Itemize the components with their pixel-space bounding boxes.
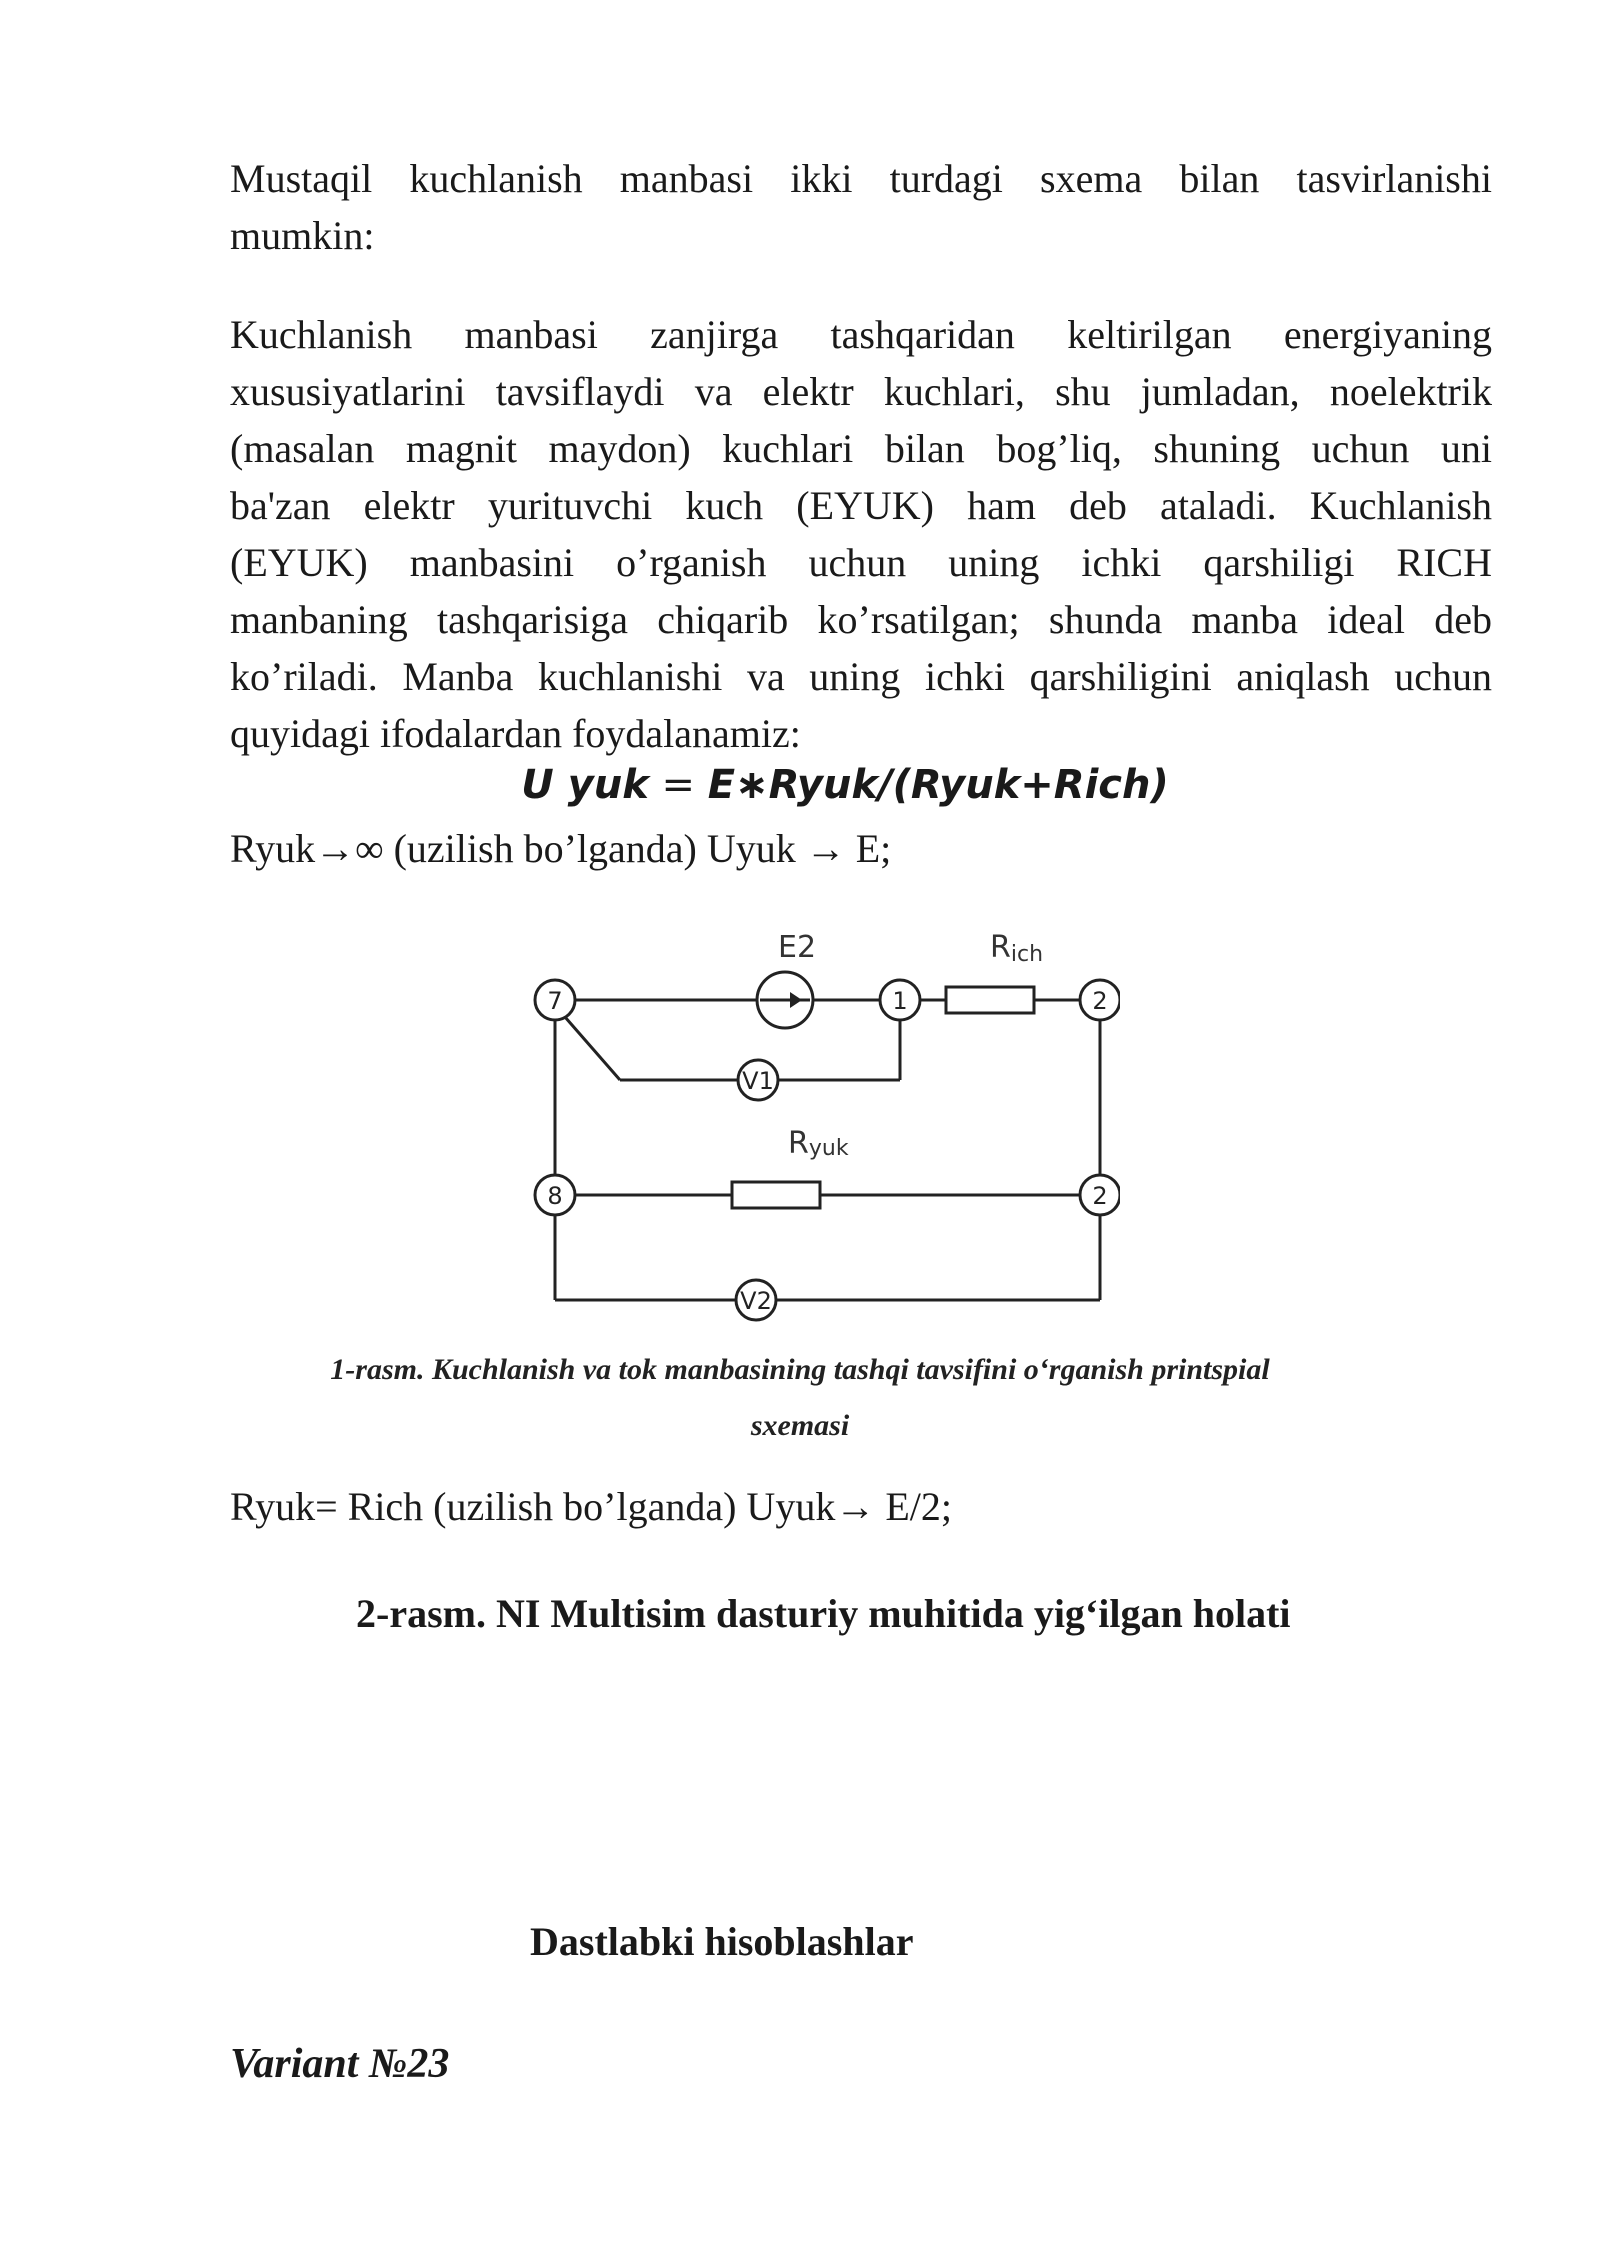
formula-rhs: E∗Ryuk/(Ryuk+Rich) [707, 762, 1169, 808]
intro-paragraph [230, 150, 1492, 264]
r-yuk-label-main: R [788, 1126, 809, 1161]
node-8 [535, 1175, 575, 1215]
body-line: (EYUK) manbasini o’rganish uchun uning ichki qarshiligi RICH [230, 540, 1492, 585]
r-yuk-resistor [732, 1182, 820, 1208]
voltmeter-v2 [736, 1280, 776, 1320]
voltage-source-e2 [757, 972, 813, 1028]
figure-1-caption-line-2: sxemasi [750, 1409, 850, 1442]
intro-line-1: Mustaqil kuchlanish manbasi ikki turdagi sxema bilan tasvirlanishi [230, 156, 1492, 201]
node-2-top-label: 2 [1092, 987, 1108, 1015]
e2-label: E2 [778, 930, 817, 965]
v2-label: V2 [740, 1287, 772, 1315]
node-7 [535, 980, 575, 1020]
node-2-mid [1080, 1175, 1120, 1215]
node-1-label: 1 [892, 987, 908, 1015]
figure-1-caption-line-1: 1-rasm. Kuchlanish va tok manbasining tashqi tavsifini o‘rganish printspial [330, 1353, 1270, 1386]
limit-open-circuit: Ryuk→∞ (uzilish bo’lganda) Uyuk → E; [230, 826, 892, 871]
intro-line-2: mumkin: [230, 213, 375, 258]
voltage-formula [0, 762, 1600, 808]
body-line: manbaning tashqarisiga chiqarib ko’rsatilgan; shunda manba ideal deb [230, 597, 1492, 642]
r-ich-label-sub: ich [1010, 942, 1044, 967]
body-line: xususiyatlarini tavsiflaydi va elektr kuchlari, shu jumladan, noelektrik [230, 369, 1492, 414]
voltmeter-v1 [738, 1060, 778, 1100]
formula-equals: = [648, 762, 708, 808]
node-2-top [1080, 980, 1120, 1020]
r-ich-label-main: R [990, 930, 1011, 965]
figure-1-caption [200, 1342, 1400, 1454]
r-yuk-label-sub: yuk [808, 1136, 849, 1161]
formula-lhs: U yuk [521, 762, 649, 808]
r-ich-resistor [946, 987, 1034, 1013]
limit-matched-load: Ryuk= Rich (uzilish bo’lganda) Uyuk→ E/2; [230, 1484, 952, 1529]
r-ich-label [990, 930, 1043, 967]
node-8-label: 8 [547, 1182, 563, 1210]
section-heading: Dastlabki hisoblashlar [530, 1919, 914, 1964]
node-7-label: 7 [547, 987, 563, 1015]
r-yuk-label [788, 1126, 849, 1161]
variant-label: Variant №23 [230, 2041, 450, 2087]
v1-label: V1 [742, 1067, 774, 1095]
node-1 [880, 980, 920, 1020]
node-2-mid-label: 2 [1092, 1182, 1108, 1210]
body-line: (masalan magnit maydon) kuchlari bilan bog’liq, shuning uchun uni [230, 426, 1492, 471]
body-line: ba'zan elektr yurituvchi kuch (EYUK) ham deb ataladi. Kuchlanish [230, 483, 1492, 528]
body-line: Kuchlanish manbasi zanjirga tashqaridan keltirilgan energiyaning [230, 312, 1492, 357]
body-line: ko’riladi. Manba kuchlanishi va uning ichki qarshiligini aniqlash uchun [230, 654, 1492, 699]
circuit-diagram [520, 905, 1120, 1345]
figure-2-caption: 2-rasm. NI Multisim dasturiy muhitida yig‘ilgan holati [356, 1591, 1291, 1636]
body-line: quyidagi ifodalardan foydalanamiz: [230, 711, 801, 756]
body-paragraph [230, 306, 1492, 762]
